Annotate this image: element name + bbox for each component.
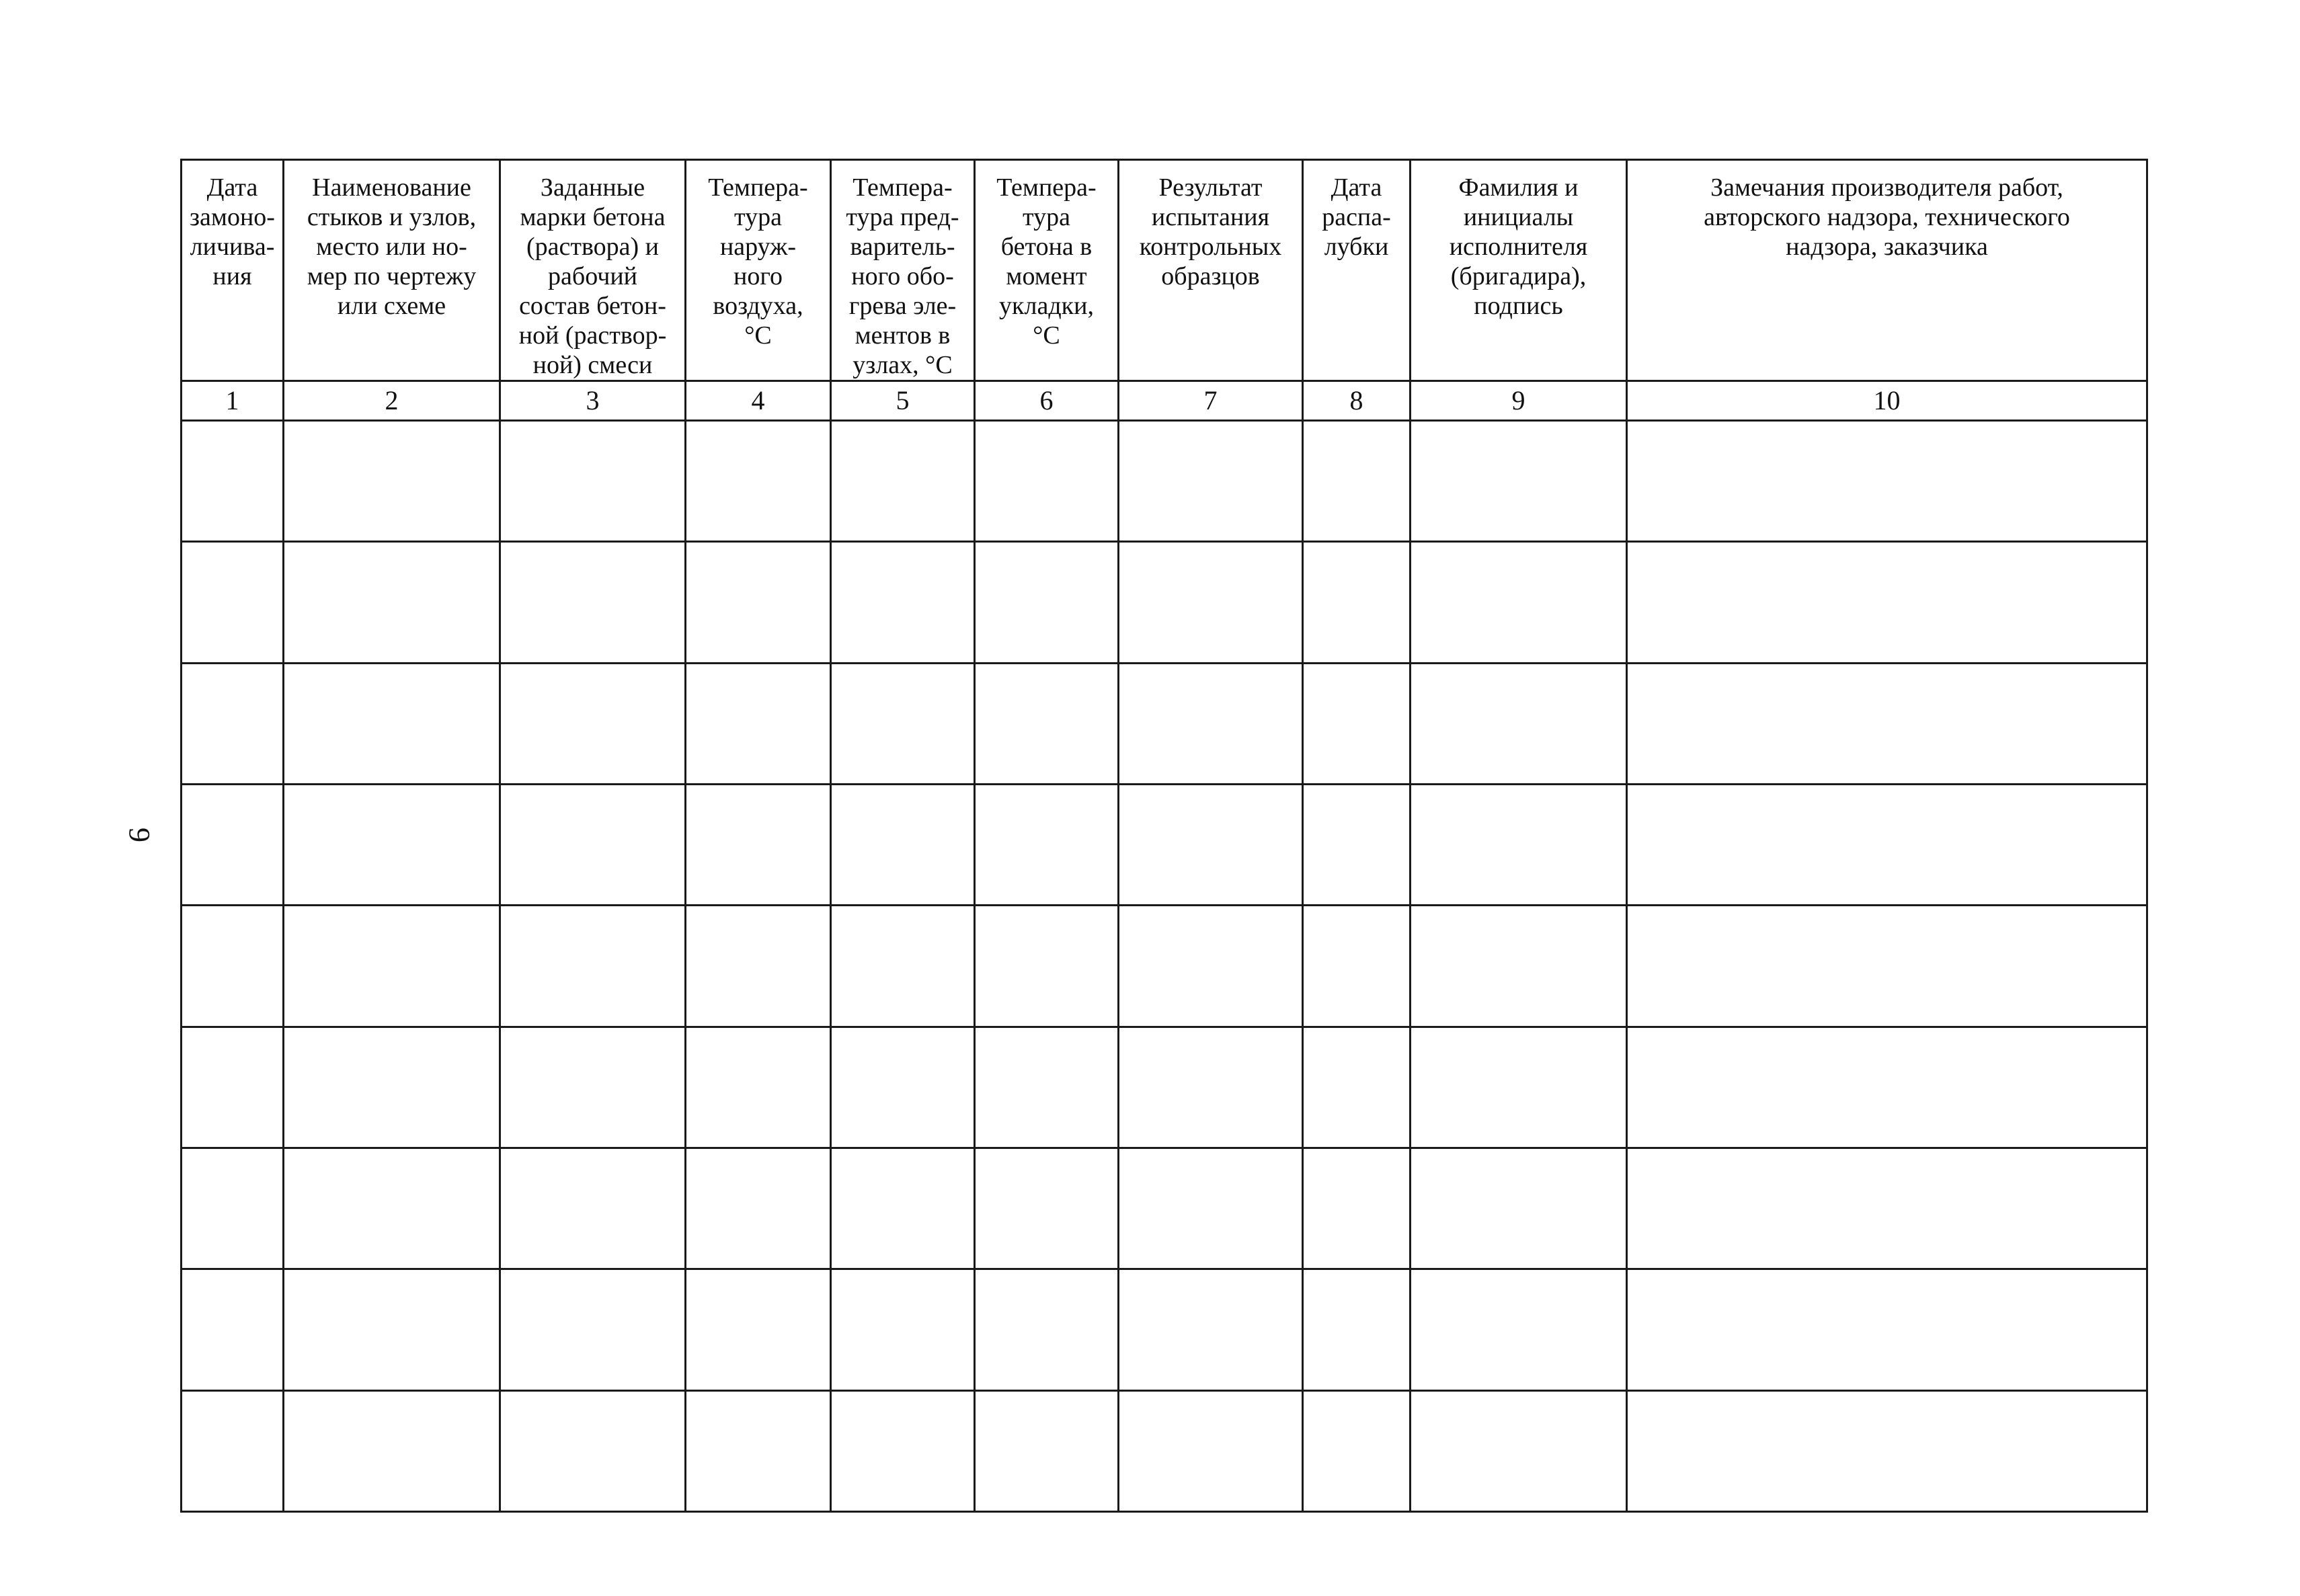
table-cell — [182, 663, 284, 784]
table-cell — [1411, 1269, 1627, 1390]
table-cell — [686, 1390, 831, 1511]
table-cell — [831, 1148, 975, 1269]
table-cell — [831, 1390, 975, 1511]
column-header-line: бетона в — [1000, 233, 1093, 261]
table-cell — [182, 1148, 284, 1269]
column-number: 4 — [686, 381, 831, 421]
table-cell — [1119, 542, 1303, 663]
column-header-line: лубки — [1324, 233, 1389, 261]
table-cell — [284, 1148, 500, 1269]
table-cell — [500, 542, 686, 663]
column-header-line: личива- — [190, 233, 275, 261]
table-cell — [1303, 1269, 1411, 1390]
column-header-line: Фамилия и — [1458, 173, 1579, 202]
table-cell — [975, 1390, 1119, 1511]
table-cell — [975, 906, 1119, 1027]
table-cell — [1303, 1390, 1411, 1511]
table-cell — [831, 1027, 975, 1148]
table-cell — [975, 542, 1119, 663]
column-header-line: рабочий — [548, 262, 637, 290]
table-cell — [1411, 542, 1627, 663]
column-number-row — [182, 381, 2147, 421]
column-number: 10 — [1627, 381, 2147, 421]
table-cell — [975, 1269, 1119, 1390]
column-header-line: Заданные — [540, 173, 645, 202]
table-cell — [182, 1027, 284, 1148]
column-header-line: ментов в — [855, 321, 951, 350]
column-header-line: мер по чертежу — [307, 262, 477, 290]
column-header-line: °С — [1033, 321, 1060, 350]
column-header — [1119, 160, 1303, 381]
table-cell — [1303, 1027, 1411, 1148]
header-row — [182, 160, 2147, 381]
table-cell — [1303, 421, 1411, 542]
table-cell — [284, 542, 500, 663]
column-number: 3 — [500, 381, 686, 421]
column-header-line: Дата — [206, 173, 258, 202]
column-header-line: контрольных — [1139, 233, 1282, 261]
column-number: 2 — [284, 381, 500, 421]
table-cell — [1627, 784, 2147, 905]
table-cell — [284, 421, 500, 542]
table-cell — [500, 663, 686, 784]
table-cell — [686, 542, 831, 663]
table-body — [182, 421, 2147, 1512]
column-header-line: стыков и узлов, — [307, 203, 477, 231]
column-header-line: надзора, заказчика — [1786, 233, 1988, 261]
concrete-joints-journal-table — [180, 159, 2148, 1513]
table-cell — [831, 542, 975, 663]
table-cell — [284, 1390, 500, 1511]
table-cell — [1627, 542, 2147, 663]
column-header-line: образцов — [1161, 262, 1260, 290]
table-cell — [182, 421, 284, 542]
column-header-line: Наименование — [312, 173, 471, 202]
table-cell — [500, 906, 686, 1027]
table-cell — [1303, 1148, 1411, 1269]
column-number: 9 — [1411, 381, 1627, 421]
table-cell — [1119, 421, 1303, 542]
table-cell — [831, 663, 975, 784]
column-number: 1 — [182, 381, 284, 421]
column-header-line: тура пред- — [846, 203, 959, 231]
table-cell — [1627, 906, 2147, 1027]
column-number: 5 — [831, 381, 975, 421]
table-cell — [686, 1027, 831, 1148]
column-header-line: тура — [734, 203, 782, 231]
table-cell — [831, 906, 975, 1027]
table-cell — [975, 784, 1119, 905]
table-cell — [284, 663, 500, 784]
table-cell — [182, 542, 284, 663]
table-cell — [831, 1269, 975, 1390]
table-cell — [1627, 1027, 2147, 1148]
column-header-line: (бригадира), — [1450, 262, 1587, 290]
column-header-line: грева эле- — [848, 292, 957, 320]
table-cell — [686, 906, 831, 1027]
column-header-line: место или но- — [316, 233, 467, 261]
table-cell — [1411, 906, 1627, 1027]
column-header-line: или схеме — [337, 292, 446, 320]
table-cell — [1411, 1390, 1627, 1511]
column-header-line: варитель- — [850, 233, 955, 261]
column-header-line: замоно- — [190, 203, 275, 231]
table-cell — [500, 1390, 686, 1511]
table-row — [182, 1390, 2147, 1511]
table-row — [182, 663, 2147, 784]
column-header — [182, 160, 284, 381]
column-header-line: Замечания производителя работ, — [1710, 173, 2063, 202]
table-cell — [182, 906, 284, 1027]
table-cell — [686, 1148, 831, 1269]
table-cell — [686, 1269, 831, 1390]
table-cell — [1627, 1269, 2147, 1390]
table-cell — [284, 784, 500, 905]
column-header — [500, 160, 686, 381]
column-header-line: тура — [1023, 203, 1070, 231]
column-header — [831, 160, 975, 381]
column-header-line: укладки, — [999, 292, 1094, 320]
table-cell — [1119, 1390, 1303, 1511]
column-header-line: ния — [212, 262, 252, 290]
column-header-line: Темпера- — [708, 173, 808, 202]
table-cell — [500, 1269, 686, 1390]
table-cell — [284, 1027, 500, 1148]
table-cell — [1627, 1390, 2147, 1511]
table-cell — [975, 1148, 1119, 1269]
table-cell — [1119, 1269, 1303, 1390]
table-cell — [686, 663, 831, 784]
table-cell — [1411, 421, 1627, 542]
table-cell — [182, 1390, 284, 1511]
table-cell — [182, 784, 284, 905]
column-header-line: инициалы — [1463, 203, 1574, 231]
table-cell — [1411, 663, 1627, 784]
column-header-line: испытания — [1151, 203, 1270, 231]
column-header-line: (раствора) и — [526, 233, 660, 261]
column-header — [975, 160, 1119, 381]
column-header — [284, 160, 500, 381]
table-cell — [500, 1148, 686, 1269]
table-cell — [975, 421, 1119, 542]
column-header-line: распа- — [1322, 203, 1391, 231]
column-header-line: ного обо- — [851, 262, 954, 290]
column-header-line: ной) смеси — [532, 351, 653, 379]
table-cell — [831, 421, 975, 542]
column-header-line: Дата — [1331, 173, 1382, 202]
table-cell — [831, 784, 975, 905]
table-cell — [1627, 663, 2147, 784]
column-header-line: наруж- — [719, 233, 797, 261]
table-cell — [1411, 1027, 1627, 1148]
table-cell — [1303, 784, 1411, 905]
table-row — [182, 784, 2147, 905]
column-header-line: Темпера- — [996, 173, 1097, 202]
page-number: 9 — [123, 828, 156, 842]
table-cell — [1303, 663, 1411, 784]
table-cell — [1303, 906, 1411, 1027]
table-cell — [1119, 906, 1303, 1027]
table-cell — [1411, 1148, 1627, 1269]
column-header-line: момент — [1006, 262, 1087, 290]
table-cell — [500, 1027, 686, 1148]
column-header-line: состав бетон- — [519, 292, 666, 320]
column-header — [686, 160, 831, 381]
table-row — [182, 1148, 2147, 1269]
column-header-line: марки бетона — [520, 203, 666, 231]
table-row — [182, 1269, 2147, 1390]
column-header-line: авторского надзора, технического — [1704, 203, 2070, 231]
table-cell — [182, 1269, 284, 1390]
table-cell — [686, 421, 831, 542]
column-header-line: узлах, °С — [852, 351, 953, 379]
table-cell — [1627, 421, 2147, 542]
table-cell — [1627, 1148, 2147, 1269]
column-number: 7 — [1119, 381, 1303, 421]
column-header-line: °С — [744, 321, 772, 350]
table-cell — [500, 421, 686, 542]
table-cell — [686, 784, 831, 905]
column-header — [1627, 160, 2147, 381]
table-cell — [975, 1027, 1119, 1148]
column-header-line: воздуха, — [713, 292, 803, 320]
column-header — [1411, 160, 1627, 381]
column-header — [1303, 160, 1411, 381]
table-cell — [1119, 1148, 1303, 1269]
table-cell — [1303, 542, 1411, 663]
column-header-line: подпись — [1474, 292, 1563, 320]
table-cell — [284, 1269, 500, 1390]
column-header-line: Темпера- — [852, 173, 953, 202]
table-cell — [500, 784, 686, 905]
column-number: 6 — [975, 381, 1119, 421]
column-header-line: ной (раствор- — [518, 321, 667, 350]
table-row — [182, 1027, 2147, 1148]
table-cell — [975, 663, 1119, 784]
table-cell — [1119, 784, 1303, 905]
table-cell — [1119, 663, 1303, 784]
table-cell — [1119, 1027, 1303, 1148]
column-header-line: исполнителя — [1449, 233, 1588, 261]
table-row — [182, 906, 2147, 1027]
column-header-line: ного — [733, 262, 783, 290]
table-row — [182, 542, 2147, 663]
table-cell — [284, 906, 500, 1027]
column-header-line: Результат — [1158, 173, 1263, 202]
column-number: 8 — [1303, 381, 1411, 421]
table-row — [182, 421, 2147, 542]
table-cell — [1411, 784, 1627, 905]
